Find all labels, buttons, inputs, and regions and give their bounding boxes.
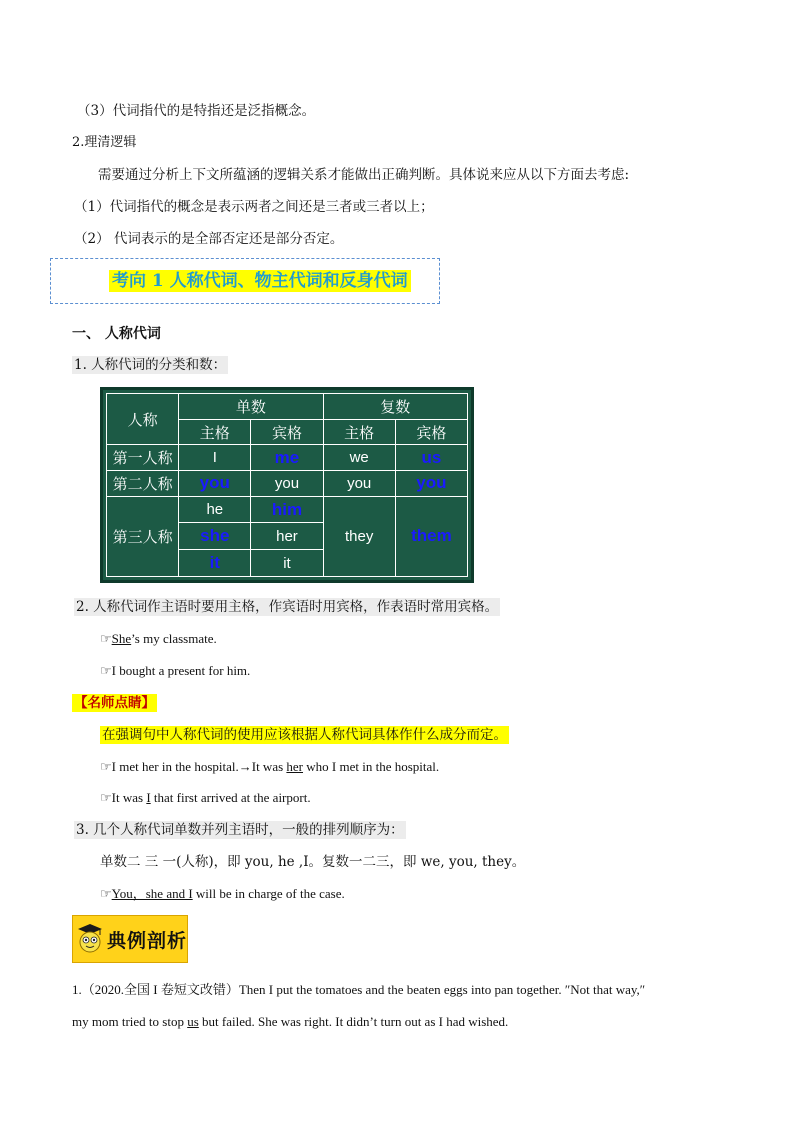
example-sentence (100, 662, 250, 680)
tip-label: 【名师点睛】 (74, 695, 155, 711)
sentence-text: will be in charge of the case. (192, 886, 345, 901)
row-label: 第一人称 (107, 445, 179, 471)
hand-pointer-icon: ☞ (100, 759, 112, 774)
cell: you (251, 471, 323, 497)
sentence-text: ’s my classmate. (131, 631, 217, 646)
text-line: （2） 代词表示的是全部否定还是部分否定。 (74, 231, 344, 247)
section-title: 考向 1 人称代词、物主代词和反身代词 (109, 270, 411, 292)
tip-label-wrap (72, 694, 157, 712)
list-item-text: 3. 几个人称代词单数并列主语时，一般的排列顺序为： (76, 822, 404, 838)
example-sentence (100, 758, 439, 776)
list-item-text: 1. 人称代词的分类和数： (74, 357, 227, 373)
cell: they (323, 496, 395, 576)
text-line: （1）代词指代的概念是表示两者之间还是三者或三者以上； (74, 199, 434, 215)
sentence-text: I met her in the hospital.→It was (111, 759, 287, 774)
question-text: Then I put the tomatoes and the beaten eggs into pan together. ″Not that way,″ (238, 982, 646, 997)
section-title-box (50, 258, 440, 304)
underlined-word: us (187, 1014, 199, 1029)
tip-text: 在强调句中人称代词的使用应该根据人称代词具体作什么成分而定。 (102, 727, 507, 743)
header-object: 宾格 (395, 419, 467, 445)
question-text: my mom tried to stop (72, 1014, 188, 1029)
cartoon-student-icon (77, 923, 103, 955)
cell: them (395, 496, 467, 576)
row-label: 第二人称 (107, 471, 179, 497)
underlined-word: She (111, 631, 132, 646)
cell: it (179, 550, 251, 577)
underlined-word: You，she and I (111, 886, 193, 901)
header-subject: 主格 (179, 419, 251, 445)
sentence-text: that first arrived at the airport. (150, 790, 311, 805)
cell: him (251, 496, 323, 523)
list-item (72, 356, 228, 374)
text-line: 需要通过分析上下文所蕴涵的逻辑关系才能做出正确判断。具体说来应从以下方面去考虑: (98, 167, 630, 183)
cell: her (251, 523, 323, 550)
cell: you (395, 471, 467, 497)
example-sentence (100, 789, 311, 807)
text-line: 2.理清逻辑 (72, 135, 137, 150)
header-singular: 单数 (179, 394, 323, 420)
tip-text-wrap (100, 726, 509, 744)
question-line (72, 1013, 508, 1031)
cell: you (179, 471, 251, 497)
row-label: 第三人称 (107, 496, 179, 576)
hand-pointer-icon: ☞ (100, 790, 112, 805)
hand-pointer-icon: ☞ (100, 663, 112, 678)
question-text: but failed. She was right. It didn’t turn out as I had wished. (198, 1014, 509, 1029)
cell: you (323, 471, 395, 497)
cell: she (179, 523, 251, 550)
hand-pointer-icon: ☞ (100, 631, 112, 646)
heading: 一、 人称代词 (72, 326, 161, 342)
cell: us (395, 445, 467, 471)
cell: I (179, 445, 251, 471)
pronoun-table (100, 387, 474, 583)
example-sentence (100, 885, 345, 903)
list-item (74, 598, 500, 616)
sentence-text: It was (111, 790, 147, 805)
underlined-word: her (286, 759, 304, 774)
header-person: 人称 (107, 394, 179, 445)
text-line: （3）代词指代的是特指还是泛指概念。 (77, 103, 316, 119)
badge-label: 典例剖析 (107, 929, 188, 952)
example-sentence (100, 630, 217, 648)
sentence-text: I bought a present for him. (111, 663, 251, 678)
header-subject: 主格 (323, 419, 395, 445)
example-analysis-badge (72, 915, 188, 963)
hand-pointer-icon: ☞ (100, 886, 112, 901)
underlined-word: I (146, 790, 151, 805)
question-source: 1.（2020.全国 I 卷短文改错） (72, 982, 239, 997)
order-rule: 单数二 三 一(人称)，即 you, he ,I。复数一二三，即 we, you, they。 (100, 854, 526, 870)
list-item-text: 2. 人称代词作主语时要用主格，作宾语时用宾格，作表语时常用宾格。 (76, 599, 499, 615)
header-object: 宾格 (251, 419, 323, 445)
question-line (72, 981, 645, 999)
list-item (74, 821, 406, 839)
cell: he (179, 496, 251, 523)
cell: we (323, 445, 395, 471)
cell: it (251, 550, 323, 577)
header-plural: 复数 (323, 394, 467, 420)
sentence-text: who I met in the hospital. (303, 759, 440, 774)
cell: me (251, 445, 323, 471)
